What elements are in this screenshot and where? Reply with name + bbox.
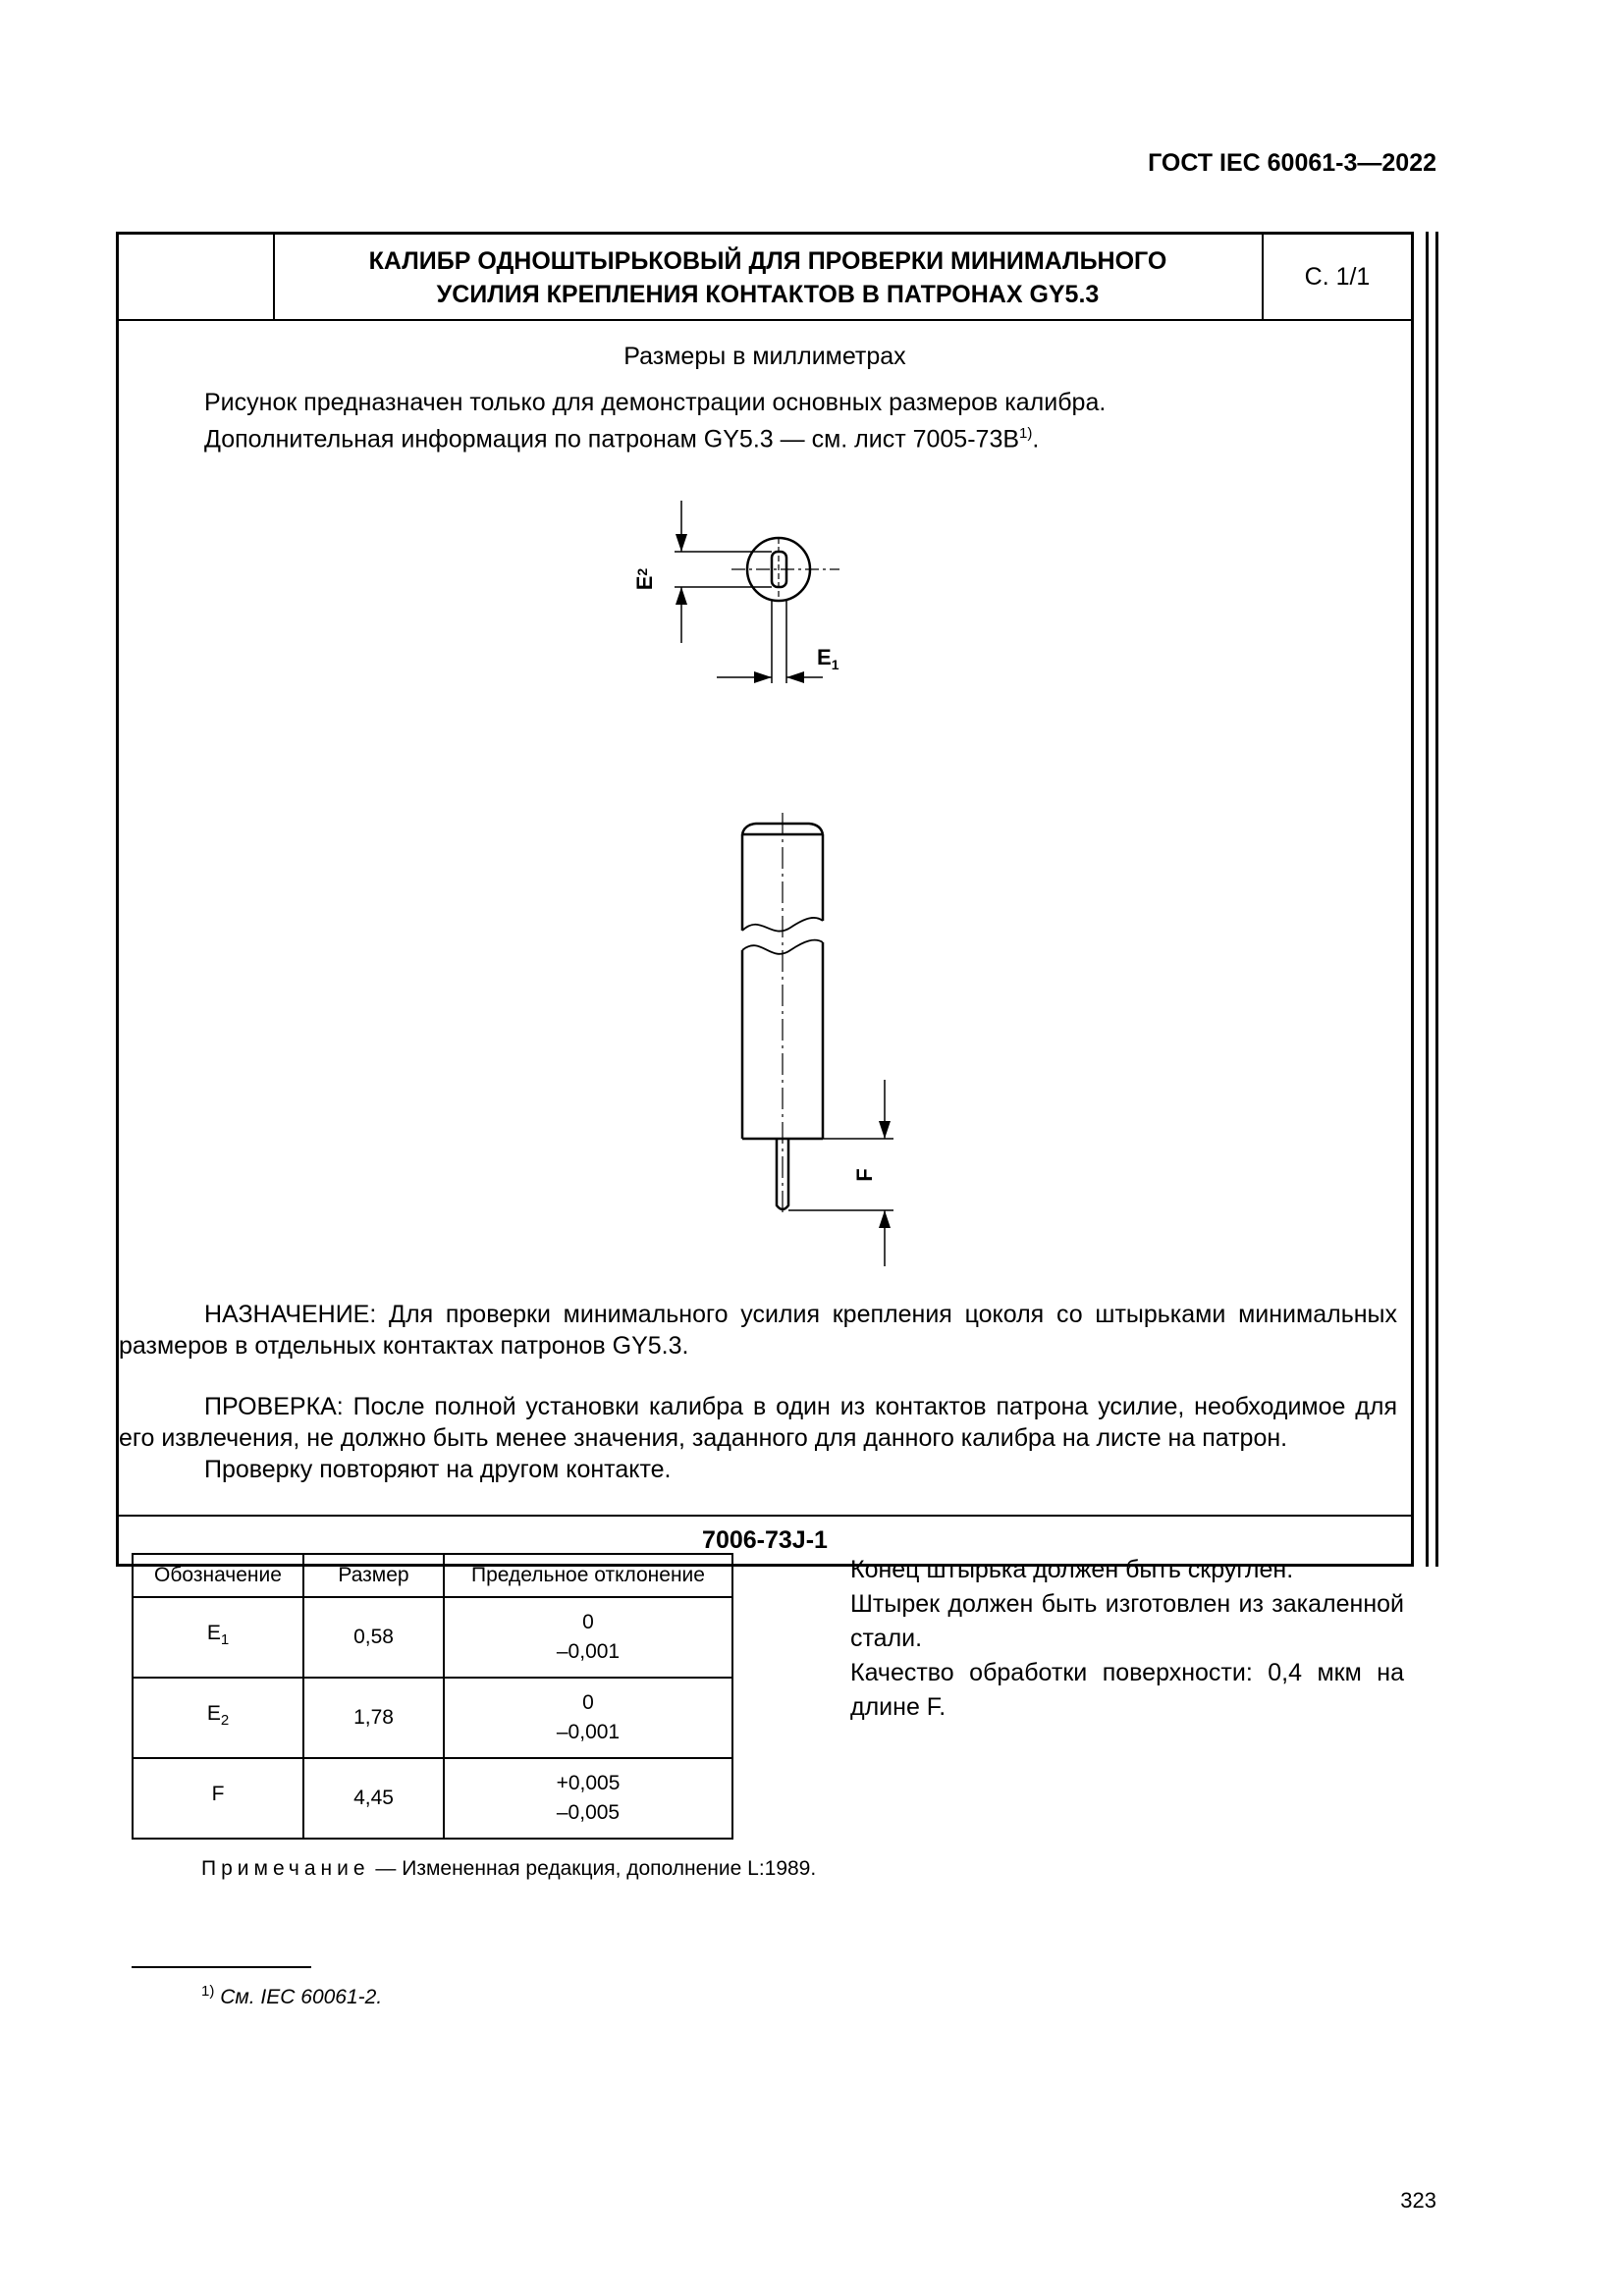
check-paragraph: ПРОВЕРКА: После полной установки калибра в один из контактов патрона усилие, необходимое для его извлечения, не должно быть менее значения, заданного для данного калибра на листе на патрон. Проверку повторяют на другом контакте. — [119, 1393, 1397, 1483]
cell-size: 4,45 — [303, 1758, 444, 1839]
table-row — [133, 1597, 732, 1678]
cell-size: 1,78 — [303, 1678, 444, 1758]
note-text: — Измененная редакция, дополнение L:1989. — [369, 1857, 817, 1880]
check-repeat: Проверку повторяют на другом контакте. — [204, 1456, 672, 1483]
page-reference: С. 1/1 — [1304, 263, 1371, 291]
cell-symbol: F — [133, 1758, 303, 1839]
cell-deviation: 0 –0,001 — [444, 1678, 732, 1758]
cell-size: 0,58 — [303, 1597, 444, 1678]
cell-symbol: $E_2$ — [133, 1678, 303, 1758]
e2-label: $E^2$ — [632, 567, 657, 591]
table-row — [133, 1678, 732, 1758]
e2-arrow-down — [676, 534, 687, 552]
table-header-row — [133, 1554, 732, 1597]
col-header-deviation: Предельное отклонение — [444, 1554, 732, 1597]
side-view — [742, 813, 893, 1266]
cell-deviation: +0,005 –0,005 — [444, 1758, 732, 1839]
table-row — [133, 1758, 732, 1839]
sheet-title-line2: УСИЛИЯ КРЕПЛЕНИЯ КОНТАКТОВ В ПАТРОНАХ GY5.3 — [436, 281, 1100, 308]
page-number: 323 — [1400, 2188, 1436, 2213]
cell-symbol: $E_1$ — [133, 1597, 303, 1678]
f-arrow-up — [879, 1210, 891, 1228]
col-header-symbol: Обозначение — [133, 1554, 303, 1597]
purpose-paragraph: НАЗНАЧЕНИЕ: Для проверки минимального усилия крепления цоколя со штырьками минимальных размеров в отдельных контактах патронов GY5.3. — [119, 1301, 1397, 1360]
pin-requirements — [784, 1553, 1404, 1725]
cell-deviation: 0 –0,001 — [444, 1597, 732, 1678]
pin-requirement-1: Конец штырька должен быть скруглен. — [850, 1556, 1294, 1583]
pin-requirement-2: Штырек должен быть изготовлен из закаленной стали. — [850, 1590, 1404, 1652]
dimensions-note: Размеры в миллиметрах — [623, 343, 906, 370]
e1-label: $E_1$ — [817, 645, 839, 672]
intro-line2: Дополнительная информация по патронам GY5.3 — см. лист $7005-73B^{1)}$. — [204, 425, 1040, 454]
intro-line1: Рисунок предназначен только для демонстрации основных размеров калибра. — [204, 389, 1107, 416]
sheet-title-line1: КАЛИБР ОДНОШТЫРЬКОВЫЙ ДЛЯ ПРОВЕРКИ МИНИМАЛЬНОГО — [368, 247, 1167, 275]
top-view-arrows — [676, 534, 804, 683]
col-header-size: Размер — [303, 1554, 444, 1597]
e1-arrow-left — [786, 671, 804, 683]
f-label: F — [852, 1168, 877, 1182]
note — [201, 1857, 816, 1881]
e1-arrow-right — [754, 671, 772, 683]
pin-requirement-3: Качество обработки поверхности: 0,4 мкм на длине F. — [850, 1659, 1404, 1721]
f-arrow-down — [879, 1121, 891, 1139]
dimensions-table — [132, 1553, 733, 1840]
footnote: $^{1)}$ См. IEC 60061-2. — [201, 1983, 383, 2008]
footnote-mark: 1) — [1019, 425, 1033, 442]
e2-arrow-up — [676, 587, 687, 605]
note-label: Примечание — [201, 1857, 370, 1880]
standard-code: ГОСТ IEC 60061-3—2022 — [1148, 149, 1436, 177]
side-view-arrows — [879, 1121, 891, 1228]
footnote-rule — [132, 1966, 311, 1968]
top-view — [675, 501, 839, 683]
sheet-code: 7006-73J-1 — [702, 1526, 828, 1554]
